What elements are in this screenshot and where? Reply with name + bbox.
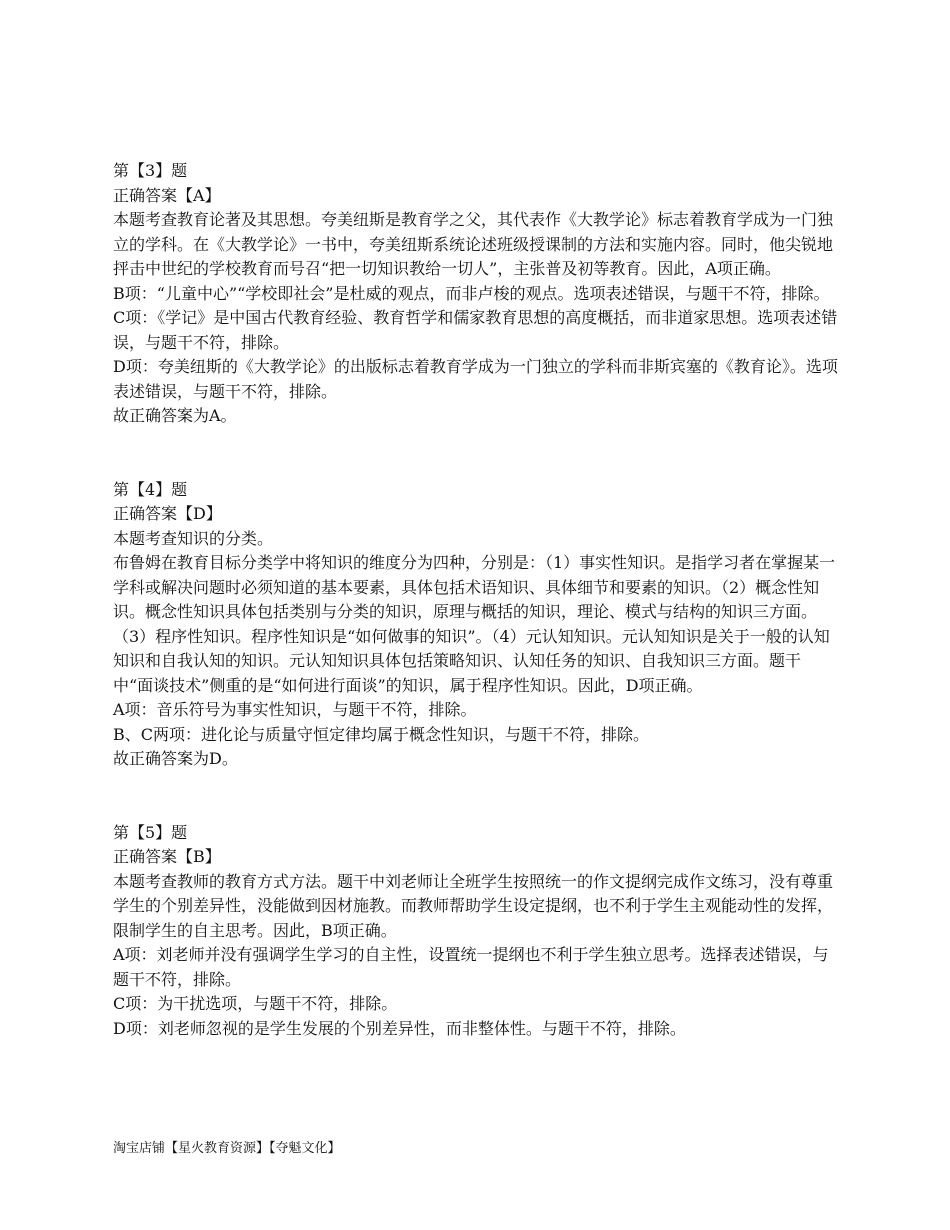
correct-answer: 正确答案【B】 — [113, 847, 221, 866]
footer-shop-note: 淘宝店铺【星火教育资源】【夺魁文化】 — [113, 1141, 341, 1156]
option-bc-analysis: B、C两项：进化论与质量守恒定律均属于概念性知识，与题干不符，排除。 — [113, 724, 650, 744]
question-4-section — [113, 478, 838, 772]
question-heading: 第【3】题 — [113, 161, 188, 180]
option-a-analysis: A项：刘老师并没有强调学生学习的自主性，设置统一提纲也不利于学生独立思考。选择表述错误，与题干不符，排除。 — [113, 945, 829, 989]
question-heading: 第【4】题 — [113, 479, 188, 499]
option-c-analysis: C项：为干扰选项，与题干不符，排除。 — [113, 994, 398, 1013]
question-heading: 第【5】题 — [113, 822, 188, 842]
option-d-analysis: D项：刘老师忽视的是学生发展的个别差异性，而非整体性。与题干不符，排除。 — [113, 1018, 686, 1038]
option-c-analysis: C项：《学记》是中国古代教育经验、教育哲学和儒家教育思想的高度概括，而非道家思想。选项表述错误，与题干不符，排除。 — [113, 308, 838, 352]
explanation-paragraph: 布鲁姆在教育目标分类学中将知识的维度分为四种，分别是：（1）事实性知识。是指学习者在掌握某一学科或解决问题时必须知道的基本要素，具体包括术语知识、具体细节和要素的知识。（2）概念性知识。概念性知识具体包括类别与分类的知识，原理与概括的知识，理论、模式与结构的知识三方面。（3）程序性知识。程序性知识是“如何做事的知识”。（4）元认知知识。元认知知识是关于一般的认知知识和自我认知的知识。元认知知识具体包括策略知识、认知任务的知识、自我知识三方面。题干中“面谈技术”侧重的是“如何进行面谈”的知识，属于程序性知识。因此，D项正确。 — [113, 553, 836, 695]
question-5-section — [113, 821, 838, 1042]
correct-answer: 正确答案【D】 — [113, 504, 222, 523]
question-3-section — [113, 159, 838, 429]
option-a-analysis: A项：音乐符号为事实性知识，与题干不符，排除。 — [113, 700, 477, 719]
option-d-analysis: D项：夸美纽斯的《大教学论》的出版标志着教育学成为一门独立的学科而非斯宾塞的《教育论》。选项表述错误，与题干不符，排除。 — [113, 357, 838, 401]
explanation-paragraph: 本题考查教育论著及其思想。夸美纽斯是教育学之父，其代表作《大教学论》标志着教育学成为一门独立的学科。在《大教学论》一书中，夸美纽斯系统论述班级授课制的方法和实施内容。同时，他尖锐地抨击中世纪的学校教育而号召“把一切知识教给一切人”，主张普及初等教育。因此，A项正确。 — [113, 210, 834, 278]
conclusion: 故正确答案为D。 — [113, 749, 238, 768]
correct-answer: 正确答案【A】 — [113, 185, 221, 205]
option-b-analysis: B项：“儿童中心”“学校即社会”是杜威的观点，而非卢梭的观点。选项表述错误，与题干不符，排除。 — [113, 283, 830, 303]
document-body — [113, 159, 838, 1041]
explanation-paragraph: 本题考查教师的教育方式方法。题干中刘老师让全班学生按照统一的作文提纲完成作文练习，没有尊重学生的个别差异性，没能做到因材施教。而教师帮助学生设定提纲，也不利于学生主观能动性的发挥，限制学生的自主思考。因此，B项正确。 — [113, 871, 834, 940]
explanation-paragraph: 本题考查知识的分类。 — [113, 528, 274, 548]
conclusion: 故正确答案为A。 — [113, 406, 237, 425]
